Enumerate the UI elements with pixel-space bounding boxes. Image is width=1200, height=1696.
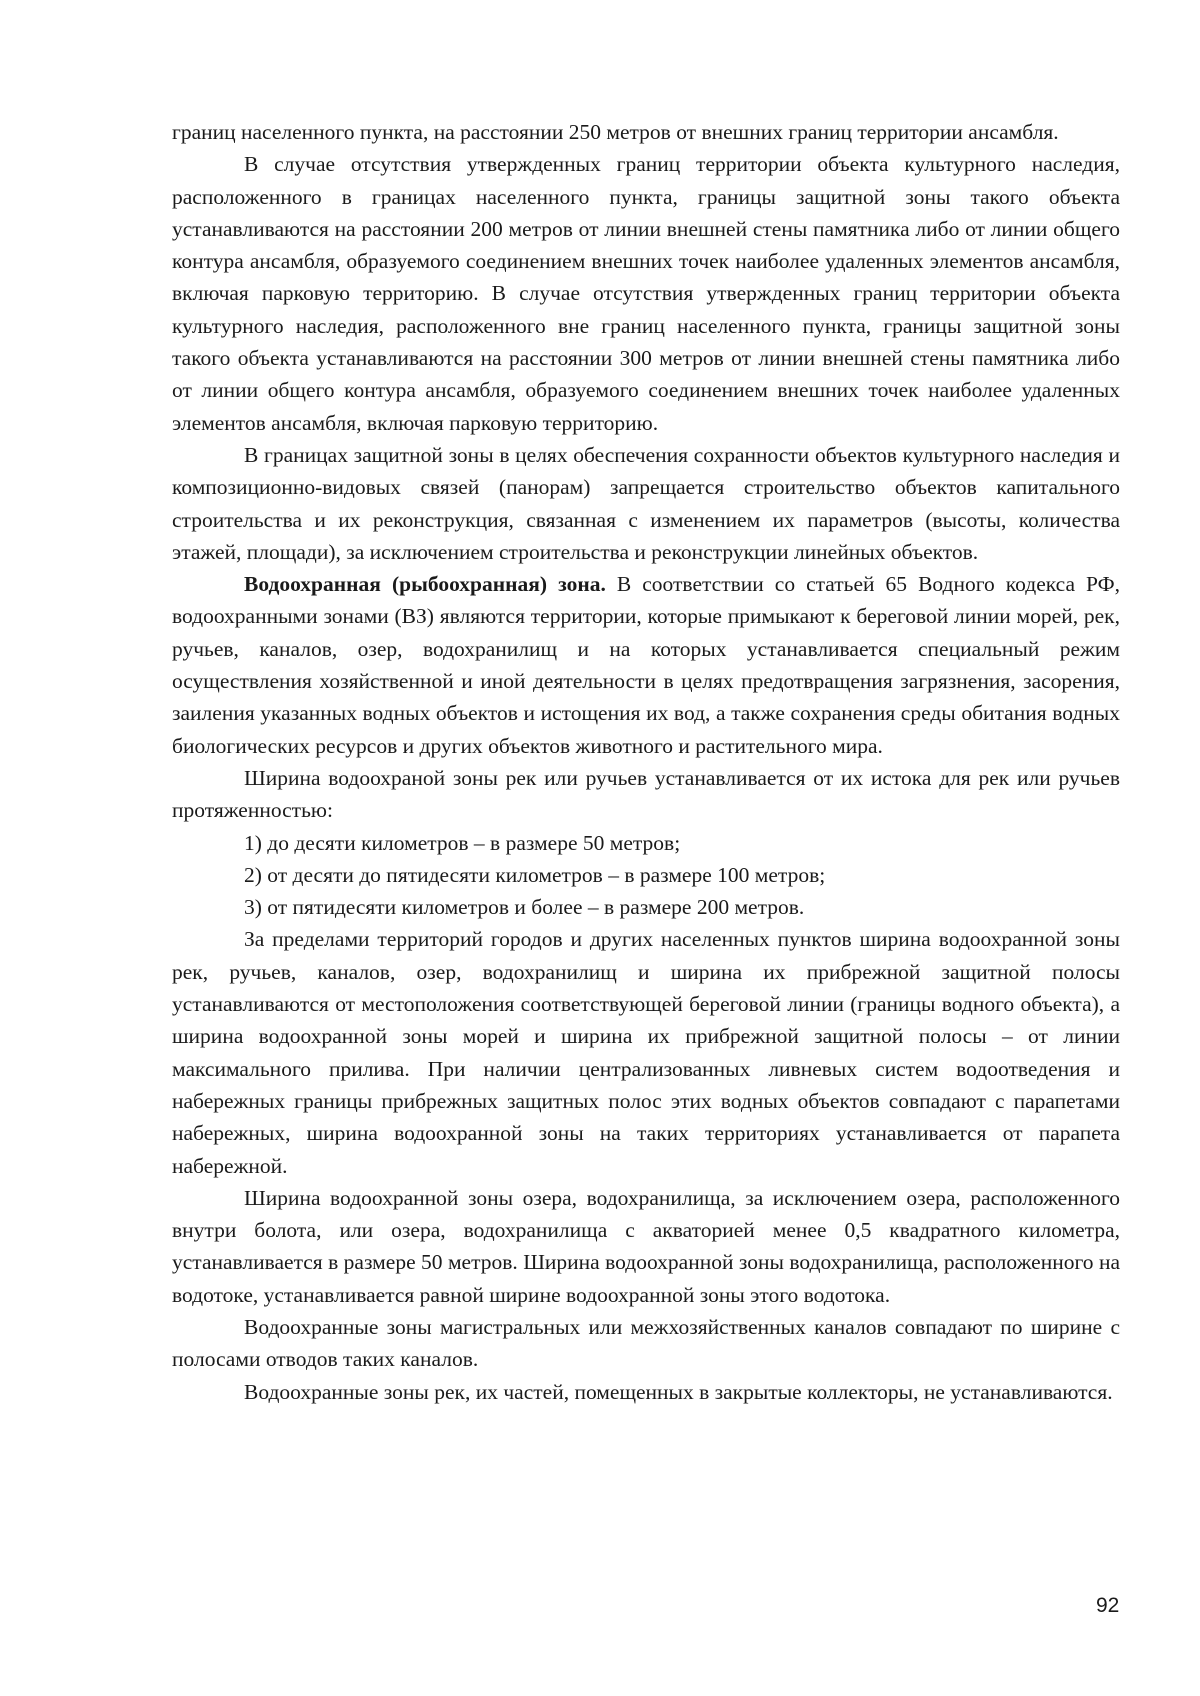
paragraph-lake-zone-width: Ширина водоохранной зоны озера, водохранилища, за исключением озера, расположенного внутри болота, или озера, водохранилища с акваторией менее 0,5 квадратного километра, устанавливается в размере 50 метров. Ширина водоохранной зоны водохранилища, расположенного на водотоке, устанавливается равной ширине водоохранной зоны этого водотока. xyxy=(172,1185,1120,1307)
list-item-2: 2) от десяти до пятидесяти километров – в размере 100 метров; xyxy=(244,862,826,887)
paragraph-water-protection-zone xyxy=(172,568,1120,762)
section-heading-water-protection-zone: Водоохранная (рыбоохранная) зона. xyxy=(244,572,606,597)
paragraph-continuation: границ населенного пункта, на расстоянии 250 метров от внешних границ территории ансамбля. xyxy=(172,120,1059,144)
document-body xyxy=(172,116,1120,1408)
page-number: 92 xyxy=(1096,1594,1120,1617)
paragraph-canal-zones: Водоохранные зоны магистральных или межхозяйственных каналов совпадают по ширине с полосами отводов таких каналов. xyxy=(172,1314,1120,1372)
paragraph-river-zone-width: Ширина водоохраной зоны рек или ручьев устанавливается от их истока для рек или ручьев протяженностью: xyxy=(172,765,1120,823)
paragraph-missing-boundaries: В случае отсутствия утвержденных границ территории объекта культурного наследия, расположенного в границах населенного пункта, границы защитной зоны такого объекта устанавливаются на расстоянии 200 метров от линии внешней стены памятника либо от линии общего контура ансамбля, образуемого соединением внешних точек наиболее удаленных элементов ансамбля, включая парковую территорию. В случае отсутствия утвержденных границ территории объекта культурного наследия, расположенного вне границ населенного пункта, границы защитной зоны такого объекта устанавливаются на расстоянии 300 метров от линии внешней стены памятника либо от линии общего контура ансамбля, образуемого соединением внешних точек наиболее удаленных элементов ансамбля, включая парковую территорию. xyxy=(172,152,1120,435)
paragraph-outside-settlements: За пределами территорий городов и других населенных пунктов ширина водоохранной зоны рек, ручьев, каналов, озер, водохранилищ и ширина их прибрежной защитной полосы устанавливаются от местоположения соответствующей береговой линии (границы водного объекта), а ширина водоохранной зоны морей и ширина их прибрежной защитной полосы – от линии максимального прилива. При наличии централизованных ливневых систем водоотведения и набережных границы прибрежных защитных полос этих водных объектов совпадают с парапетами набережных, ширина водоохранной зоны на таких территориях устанавливается от парапета набережной. xyxy=(172,927,1120,1178)
paragraph-water-protection-zone-text: В соответствии со статьей 65 Водного кодекса РФ, водоохранными зонами (ВЗ) являются территории, которые примыкают к береговой линии морей, рек, ручьев, каналов, озер, водохранилищ и на которых устанавливается специальный режим осуществления хозяйственной и иной деятельности в целях предотвращения загрязнения, засорения, заиления указанных водных объектов и истощения их вод, а также сохранения среды обитания водных биологических ресурсов и других объектов животного и растительного мира. xyxy=(172,572,1121,758)
list-item-3: 3) от пятидесяти километров и более – в размере 200 метров. xyxy=(244,895,805,920)
paragraph-protection-zone-restrictions: В границах защитной зоны в целях обеспечения сохранности объектов культурного наследия и композиционно-видовых связей (панорам) запрещается строительство объектов капитального строительства и их реконструкция, связанная с изменением их параметров (высоты, количества этажей, площади), за исключением строительства и реконструкции линейных объектов. xyxy=(172,442,1120,564)
list-item-1: 1) до десяти километров – в размере 50 метров; xyxy=(244,830,681,855)
paragraph-closed-collectors: Водоохранные зоны рек, их частей, помещенных в закрытые коллекторы, не устанавливаются. xyxy=(244,1379,1113,1404)
